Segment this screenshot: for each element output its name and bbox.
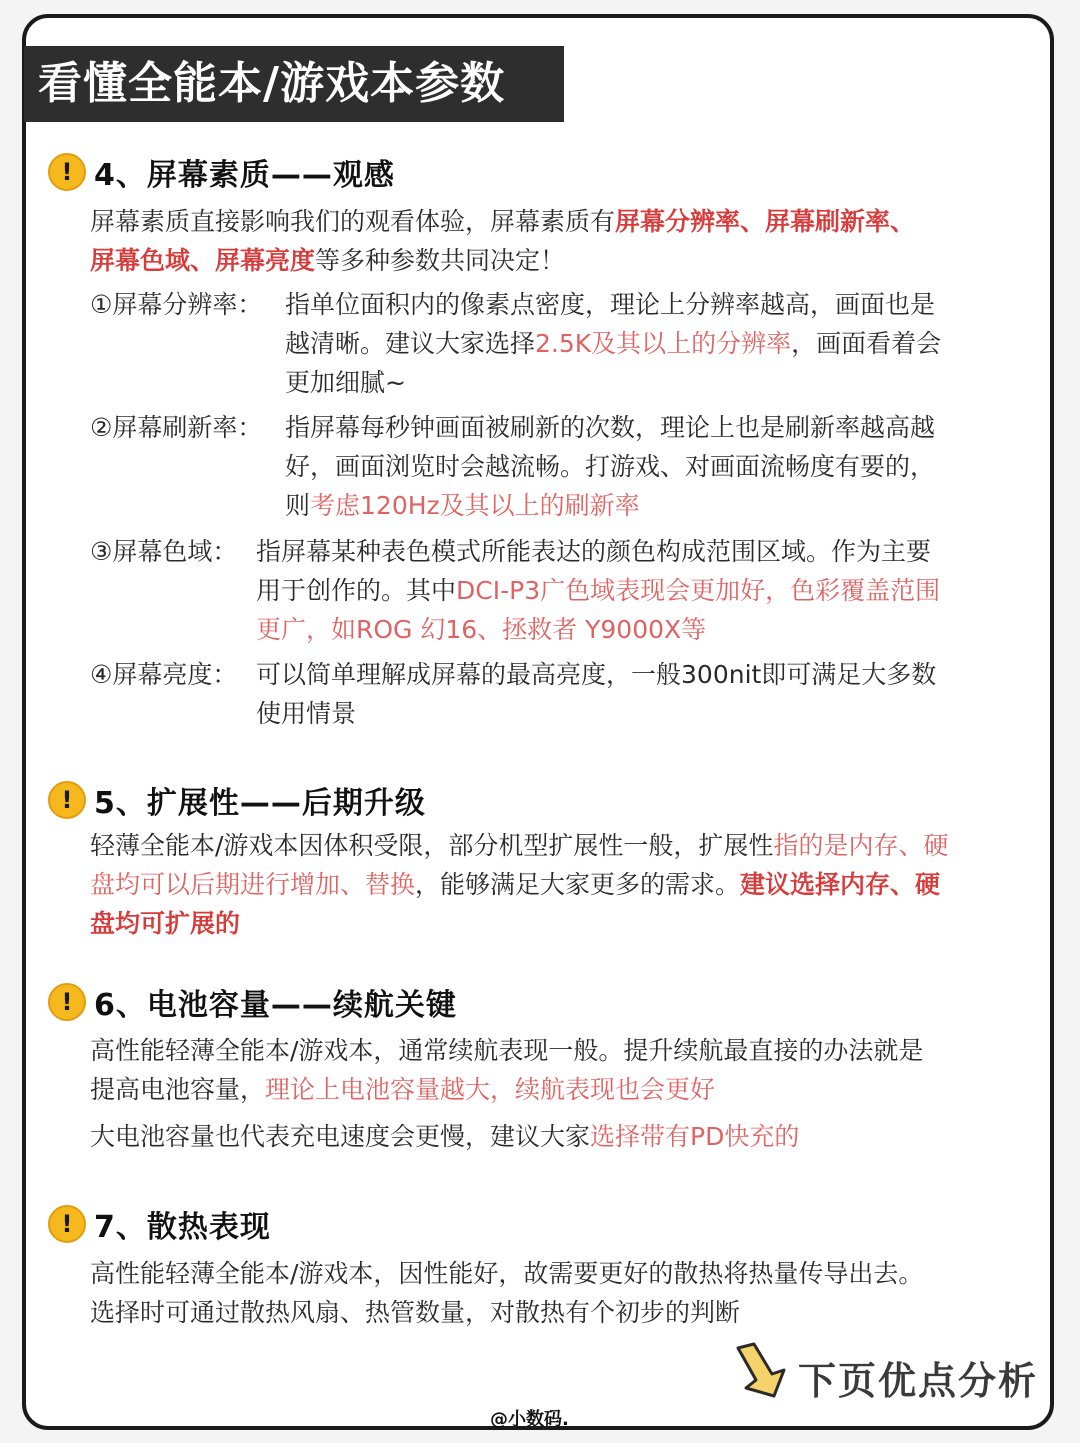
section-7-body: 高性能轻薄全能本/游戏本，因性能好，故需要更好的散热将热量传导出去。 选择时可通过散热风扇、热管数量，对散热有个初步的判断 bbox=[90, 1259, 924, 1327]
section-4-heading bbox=[48, 150, 395, 194]
warning-icon: ! bbox=[48, 1205, 86, 1243]
section-5-body: 轻薄全能本/游戏本因体积受限，部分机型扩展性一般，扩展性指的是内存、硬 盘均可以后期进行增加、替换，能够满足大家更多的需求。建议选择内存、硬 盘均可扩展的 bbox=[90, 831, 949, 938]
section-4-title: 4、屏幕素质——观感 bbox=[94, 158, 395, 193]
section-6-heading bbox=[48, 980, 457, 1024]
warning-icon: ! bbox=[48, 983, 86, 1021]
page-title: 看懂全能本/游戏本参数 bbox=[24, 46, 564, 122]
warning-icon: ! bbox=[48, 781, 86, 819]
section-4-intro: 屏幕素质直接影响我们的观看体验，屏幕素质有屏幕分辨率、屏幕刷新率、 屏幕色域、屏幕亮度等多种参数共同决定！ bbox=[90, 207, 916, 275]
section-7-title: 7、散热表现 bbox=[94, 1210, 271, 1245]
section-5-heading bbox=[48, 778, 426, 822]
warning-icon: ! bbox=[48, 153, 86, 191]
watermark: @小数码. bbox=[490, 1409, 569, 1430]
section-7-heading bbox=[48, 1202, 271, 1246]
section-6-title: 6、电池容量——续航关键 bbox=[94, 988, 457, 1023]
section-5-title: 5、扩展性——后期升级 bbox=[94, 786, 426, 821]
section-6-body: 高性能轻薄全能本/游戏本，通常续航表现一般。提升续航最直接的办法就是 提高电池容量，理论上电池容量越大，续航表现也会更好 大电池容量也代表充电速度会更慢，建议大家选择带有PD快充的 bbox=[90, 1036, 924, 1151]
next-page-hint: 下页优点分析 bbox=[798, 1359, 1039, 1403]
pointing-hand-icon bbox=[732, 1340, 794, 1402]
